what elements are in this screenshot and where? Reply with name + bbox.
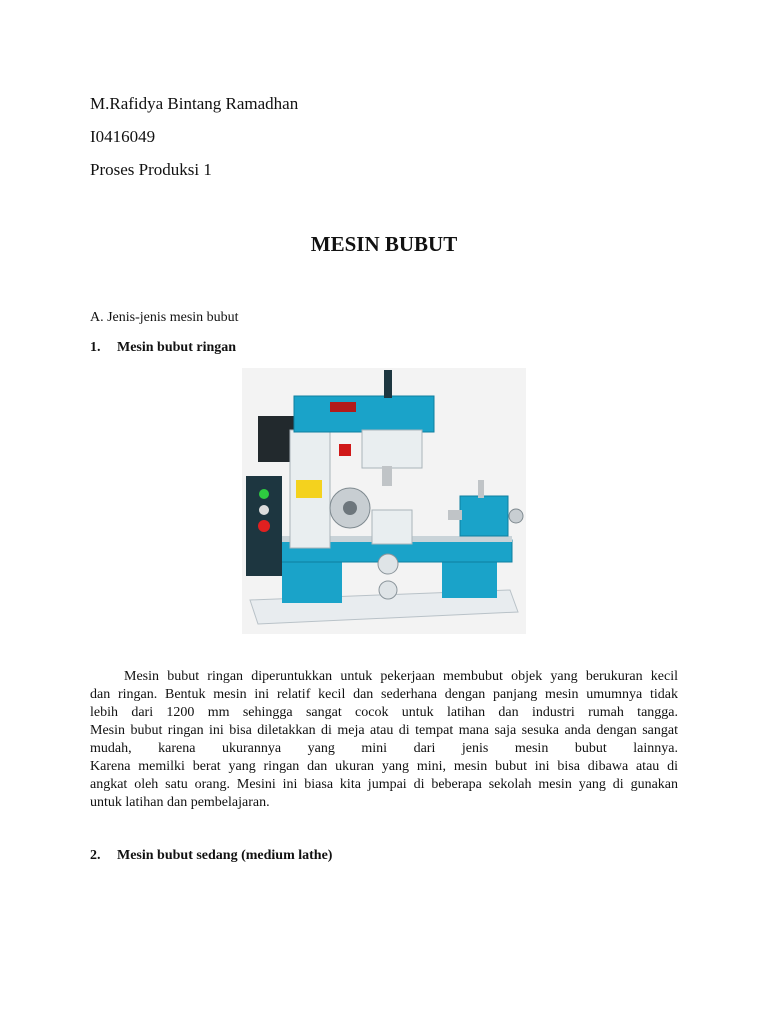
course-name: Proses Produksi 1 [90,160,212,179]
subheading-number: 2. [90,848,101,863]
subheading-label: Mesin bubut ringan [117,340,237,355]
paragraph-line: untuk latihan dan pembelajaran. [90,795,270,810]
document-title: MESIN BUBUT [310,232,458,256]
subheading-number: 1. [90,340,101,355]
paragraph-line: dan ringan. Bentuk mesin ini relatif kecil dan sederhana dengan panjang mesin umumnya tidak [90,687,678,702]
student-id: I0416049 [90,127,156,146]
paragraph-line: mudah, karena ukurannya yang mini dari jenis mesin bubut lainnya. [90,741,678,756]
section-heading: A. Jenis-jenis mesin bubut [90,310,239,325]
subheading-label: Mesin bubut sedang (medium lathe) [117,848,333,863]
lathe-machine-icon [242,368,526,634]
paragraph-line: Mesin bubut ringan diperuntukkan untuk pekerjaan membubut objek yang berukuran kecil [124,669,678,684]
paragraph-line: angkat oleh satu orang. Mesini ini biasa kita jumpai di beberapa sekolah mesin yang di gunakan [90,777,678,792]
lathe-machine-figure [242,368,526,634]
subheading-1 [90,340,236,356]
paragraph-line: Mesin bubut ringan ini bisa diletakkan di meja atau di tempat mana saja sesuka anda dengan sangat [90,723,678,738]
subheading-2 [90,848,332,864]
paragraph-line: lebih dari 1200 mm sehingga sangat cocok untuk latihan dan industri rumah tangga. [90,705,678,720]
description-paragraph [90,668,678,812]
author-name: M.Rafidya Bintang Ramadhan [90,94,299,113]
paragraph-line: Karena memilki berat yang ringan dan ukuran yang mini, mesin bubut ini bisa dibawa atau di [90,759,678,774]
